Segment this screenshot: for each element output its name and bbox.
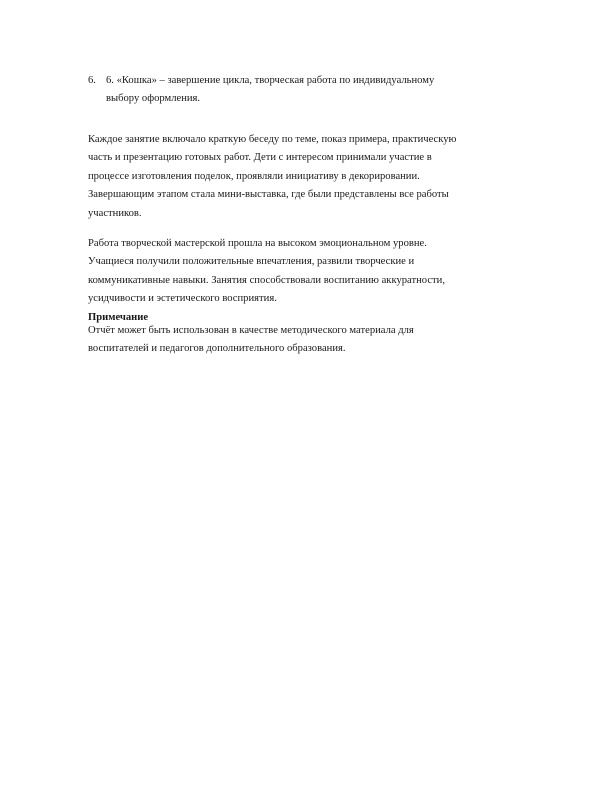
text-line: Отчёт может быть использован в качестве методического материала для (88, 325, 414, 336)
note-text (88, 322, 528, 359)
text-line: 6. «Кошка» – завершение цикла, творческая работа по индивидуальному (106, 75, 435, 86)
text-line: Каждое занятие включало краткую беседу по теме, показ примера, практическую (88, 134, 457, 145)
text-line: часть и презентацию готовых работ. Дети с интересом принимали участие в (88, 152, 432, 164)
text-line: выбору оформления. (106, 93, 201, 105)
list-item-number: 6. (88, 75, 96, 86)
text-line: процессе изготовления поделок, проявляли инициативу в декорировании. (88, 170, 420, 182)
text-line: Учащиеся получили положительные впечатления, развили творческие и (88, 256, 415, 268)
list-item (88, 72, 528, 109)
text-line: Завершающим этапом стала мини-выставка, где были представлены все работы (88, 189, 449, 201)
text-line: участников. (88, 207, 142, 219)
note-heading: Примечание (88, 312, 149, 323)
paragraph-results (88, 235, 528, 309)
paragraph-lessons (88, 131, 528, 223)
list-item-text (106, 72, 528, 109)
text-line: коммуникативные навыки. Занятия способствовали воспитанию аккуратности, (88, 274, 445, 286)
text-line: воспитателей и педагогов дополнительного образования. (88, 343, 346, 355)
text-line: Работа творческой мастерской прошла на высоком эмоциональном уровне. (88, 238, 427, 249)
text-line: усидчивости и эстетического восприятия. (88, 293, 277, 305)
